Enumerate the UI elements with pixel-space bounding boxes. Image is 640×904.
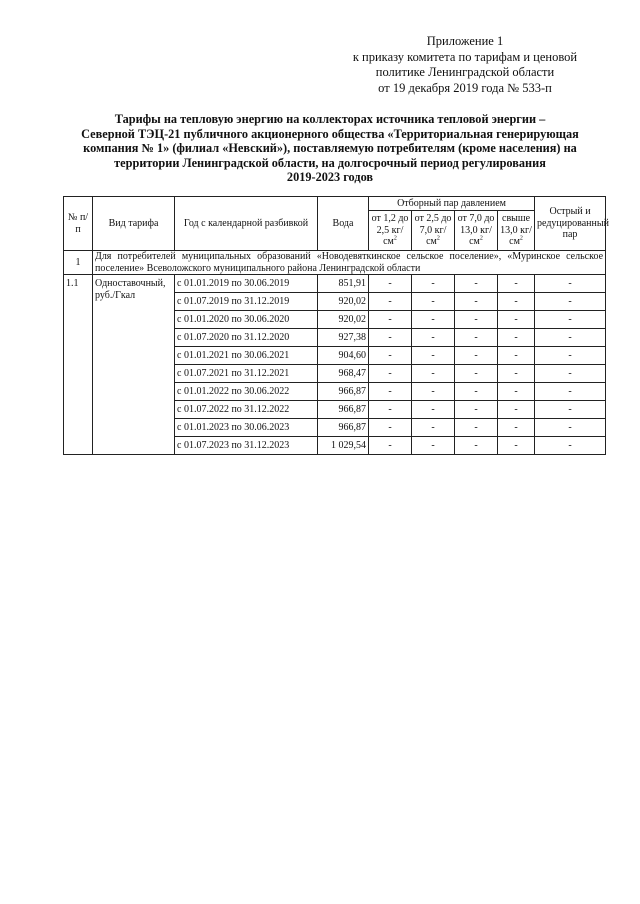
table-row — [64, 275, 606, 293]
steam-1-value: - — [369, 383, 412, 401]
steam-2-value: - — [412, 293, 455, 311]
tariff-table — [63, 196, 609, 455]
steam-4-value: - — [498, 311, 535, 329]
reduced-steam-value: - — [535, 419, 606, 437]
period-cell: с 01.07.2020 по 31.12.2020 — [175, 329, 318, 347]
reduced-steam-value: - — [535, 329, 606, 347]
steam-2-value: - — [412, 437, 455, 455]
header-steam-group: Отборный пар давлением — [369, 197, 535, 211]
steam-4-value: - — [498, 329, 535, 347]
water-value: 920,02 — [318, 293, 369, 311]
period-cell: с 01.07.2022 по 31.12.2022 — [175, 401, 318, 419]
steam-1-value: - — [369, 419, 412, 437]
steam-1-value: - — [369, 311, 412, 329]
title-line: территории Ленинградской области, на долгосрочный период регулирования — [114, 155, 546, 170]
steam-3-value: - — [455, 437, 498, 455]
header-steam-1-label: от 1,2 до 2,5 кг/см — [371, 213, 409, 248]
water-value: 966,87 — [318, 383, 369, 401]
period-cell: с 01.01.2023 по 30.06.2023 — [175, 419, 318, 437]
steam-4-value: - — [498, 347, 535, 365]
reduced-steam-value: - — [535, 347, 606, 365]
steam-3-value: - — [455, 365, 498, 383]
steam-1-value: - — [369, 275, 412, 293]
superscript: 2 — [436, 235, 440, 242]
reduced-steam-value: - — [535, 383, 606, 401]
appendix-line: от 19 декабря 2019 года № 533-п — [378, 80, 552, 95]
reduced-steam-value: - — [535, 275, 606, 293]
water-value: 968,47 — [318, 365, 369, 383]
title-line: Тарифы на тепловую энергию на коллекторах источника тепловой энергии – — [114, 112, 546, 126]
water-value: 1 029,54 — [318, 437, 369, 455]
title-line: Северной ТЭЦ-21 публичного акционерного общества «Территориальная генерирующая — [81, 126, 579, 141]
period-cell: с 01.07.2023 по 31.12.2023 — [175, 437, 318, 455]
steam-1-value: - — [369, 365, 412, 383]
steam-3-value: - — [455, 275, 498, 293]
steam-4-value: - — [498, 365, 535, 383]
period-cell: с 01.07.2021 по 31.12.2021 — [175, 365, 318, 383]
steam-3-value: - — [455, 401, 498, 419]
group-num: 1.1 — [64, 275, 93, 455]
period-cell: с 01.01.2022 по 30.06.2022 — [175, 383, 318, 401]
period-cell: с 01.01.2019 по 30.06.2019 — [175, 275, 318, 293]
steam-3-value: - — [455, 347, 498, 365]
steam-4-value: - — [498, 293, 535, 311]
header-steam-3-label: от 7,0 до 13,0 кг/см — [457, 213, 495, 248]
steam-3-value: - — [455, 311, 498, 329]
title-line: 2019-2023 годов — [286, 170, 374, 185]
header-reduced-steam: Острый и редуцированный пар — [535, 197, 606, 251]
water-value: 966,87 — [318, 401, 369, 419]
superscript: 2 — [393, 235, 397, 242]
group-tariff-type: Одноставочный, руб./Гкал — [93, 275, 175, 455]
title-line: компания № 1» (филиал «Невский»), поставляемую потребителям (кроме населения) на — [83, 141, 577, 156]
header-steam-2 — [412, 211, 455, 251]
steam-3-value: - — [455, 293, 498, 311]
appendix-line: политике Ленинградской области — [375, 65, 555, 79]
header-steam-3 — [455, 211, 498, 251]
water-value: 904,60 — [318, 347, 369, 365]
appendix-line: к приказу комитета по тарифам и ценовой — [352, 49, 578, 64]
header-water: Вода — [318, 197, 369, 251]
header-period: Год с календарной разбивкой — [175, 197, 318, 251]
document-title — [60, 112, 600, 185]
header-tariff-type: Вид тарифа — [93, 197, 175, 251]
section-row — [64, 251, 606, 275]
steam-1-value: - — [369, 347, 412, 365]
section-num: 1 — [64, 251, 93, 275]
steam-4-value: - — [498, 275, 535, 293]
reduced-steam-value: - — [535, 365, 606, 383]
period-cell: с 01.01.2020 по 30.06.2020 — [175, 311, 318, 329]
steam-1-value: - — [369, 293, 412, 311]
header-num: № п/п — [64, 197, 93, 251]
steam-2-value: - — [412, 419, 455, 437]
steam-2-value: - — [412, 401, 455, 419]
header-steam-4-label: свыше 13,0 кг/см — [500, 213, 532, 248]
reduced-steam-value: - — [535, 401, 606, 419]
steam-1-value: - — [369, 329, 412, 347]
superscript: 2 — [519, 235, 523, 242]
superscript: 2 — [479, 235, 483, 242]
steam-1-value: - — [369, 401, 412, 419]
steam-4-value: - — [498, 383, 535, 401]
steam-3-value: - — [455, 383, 498, 401]
water-value: 966,87 — [318, 419, 369, 437]
water-value: 851,91 — [318, 275, 369, 293]
steam-4-value: - — [498, 401, 535, 419]
reduced-steam-value: - — [535, 311, 606, 329]
steam-1-value: - — [369, 437, 412, 455]
section-text: Для потребителей муниципальных образований «Новодевяткинское сельское поселение», «Муринское сельское поселение» Всеволожского муниципального района Ленинградской области — [93, 251, 606, 275]
appendix-header — [335, 34, 595, 96]
period-cell: с 01.01.2021 по 30.06.2021 — [175, 347, 318, 365]
steam-2-value: - — [412, 275, 455, 293]
steam-3-value: - — [455, 329, 498, 347]
steam-2-value: - — [412, 329, 455, 347]
steam-4-value: - — [498, 419, 535, 437]
steam-2-value: - — [412, 311, 455, 329]
header-steam-4 — [498, 211, 535, 251]
water-value: 927,38 — [318, 329, 369, 347]
steam-2-value: - — [412, 347, 455, 365]
reduced-steam-value: - — [535, 437, 606, 455]
steam-3-value: - — [455, 419, 498, 437]
appendix-line: Приложение 1 — [426, 34, 504, 48]
steam-2-value: - — [412, 383, 455, 401]
water-value: 920,02 — [318, 311, 369, 329]
period-cell: с 01.07.2019 по 31.12.2019 — [175, 293, 318, 311]
steam-2-value: - — [412, 365, 455, 383]
reduced-steam-value: - — [535, 293, 606, 311]
header-steam-1 — [369, 211, 412, 251]
steam-4-value: - — [498, 437, 535, 455]
header-steam-2-label: от 2,5 до 7,0 кг/см — [414, 213, 452, 248]
